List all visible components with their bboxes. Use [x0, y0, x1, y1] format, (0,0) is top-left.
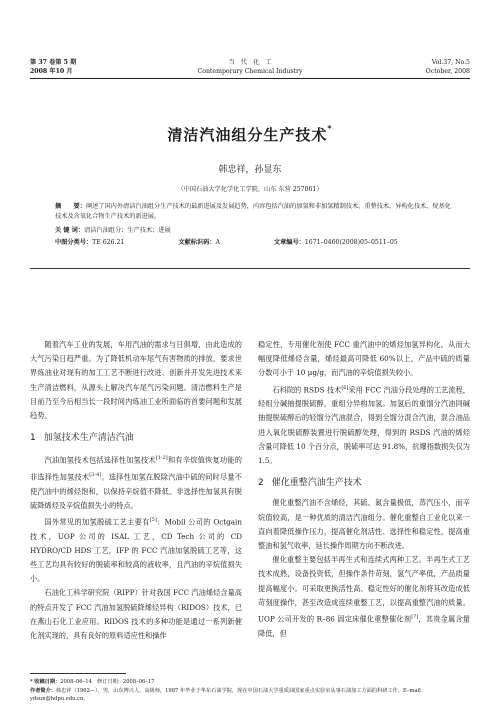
journal-issue-info — [30, 58, 76, 76]
body-column-right — [258, 338, 470, 641]
doc-code-label: 文献标识码： — [178, 239, 216, 246]
abstract — [55, 202, 455, 222]
citation: [1-2] — [155, 455, 168, 462]
footnote-rule — [30, 673, 126, 674]
citation: [6] — [341, 384, 349, 391]
citation: [3-4] — [89, 472, 102, 479]
journal-name — [150, 58, 350, 76]
section-title: 催化重整汽油生产技术 — [271, 478, 362, 489]
abstract-text: 阐述了国内外清洁汽油组分生产技术的最新进展及发展趋势，内容包括汽油的加氢和非加氢精制技术、重整技术、异构化技术、烷基化技术及含氧化合物生产技术的新进展。 — [55, 203, 451, 220]
volume-issue: 第 37 卷第 5 期 — [30, 59, 77, 66]
doc-code-value: A — [215, 239, 220, 246]
article-number-value: 1671–0460(2008)05–0511–05 — [304, 239, 398, 246]
classification-line — [55, 238, 455, 248]
body-paragraph: 石油化工科学研究院（RIPP）针对我国 FCC 汽油烯烃含量高的特点开发了 FCC 汽油加氢脱硫降烯烃异构（RIDOS）技术，已在燕山石化工业应用。RIDOS 技术的多种功能是通过一系列新催化剂实现的，具有良好的原料适应性和操作 — [30, 588, 242, 641]
article-title — [0, 124, 500, 145]
volume-issue-en: Vol.37, No.5 — [431, 59, 470, 66]
received-date-line: * 收稿日期：2008–06–14 修订日期：2008–06–17 — [30, 679, 155, 685]
text-run: 和有辛烷值恢复功能的非选择性加氢技术 — [30, 455, 242, 482]
body-paragraph — [258, 381, 470, 469]
text-run: ：Mobil 公司的 Octgain 技术，UOP 公司的 ISAL 工艺，CD Tech 公司的 CD HYDRO/CD HDS 工艺，IFP 的 FCC 汽油加氢脱硫工艺等，这些工艺均具有较好的脱硫率和较高的液收率，且汽油的辛烷值损失小。 — [30, 517, 242, 584]
author-bio-line — [30, 687, 470, 704]
body-paragraph: 稳定性，专用催化剂使 FCC 重汽油中的烯烃加氢异构化，从而大幅度降低烯烃含量，烯烃最高可降低 60%以上，产品中硫的质量分数可小于 10 μg/g，而汽油的辛烷值损失较小。 — [258, 340, 470, 378]
keywords — [55, 226, 455, 236]
text-run: ，其贵金属含量降低，但 — [258, 614, 470, 638]
issue-date-en: October, 2008 — [425, 68, 470, 75]
article-number-label: 文章编号： — [273, 239, 305, 246]
author-bio-text: 韩忠祥（1962—），男，山东博兴人，高级师，1987 年毕业于华东石油学院，现在中国石油大学重质油国家重点实验室从事石油加工方面的科研工作。E–mail：ydsun@hdpu.edu.cn。 — [30, 687, 426, 702]
clc-label: 中图分类号： — [55, 239, 93, 246]
title-footnote-mark: * — [327, 124, 333, 133]
clc-value: TE 626.21 — [92, 239, 125, 246]
abstract-label: 摘 要： — [55, 203, 86, 210]
section-heading-2 — [258, 476, 470, 490]
text-run: 汽油加氢技术包括选择性加氢技术 — [44, 455, 156, 465]
text-run: 。选择性加氢在脱除汽油中硫的同时尽量不使汽油中的烯烃饱和，以保持辛烷值不降低。非选择性加氢具有脱硫降烯烃及辛烷值损失小的特点。 — [30, 472, 242, 510]
section-title: 加氢技术生产清洁汽油 — [43, 433, 134, 444]
abstract-rule — [30, 268, 470, 269]
text-run: 采用 FCC 汽油分段处理的工艺流程，轻组分碱抽提脱硫醇，重组分异构加氢。加氢后的重馏分汽油同碱抽提脱硫醇后的轻馏分汽油混合，得到全馏分混合汽油，混合油品进入氧化脱硫醇装置进行脱硫醇处理，得到的 RSDS 汽油的烯烃含量可降低 10 个百分点，脱硫率可达 91.8%，抗爆指数损失仅为 1.5。 — [258, 385, 470, 466]
article-title-text: 清洁汽油组分生产技术 — [167, 126, 328, 144]
keywords-label: 关 键 词： — [55, 227, 85, 234]
body-paragraph: 催化重整汽油不含烯烃，其硫、氮含量极低，蒸汽压小，而辛烷值较高，是一种优质的清洁汽油组分。催化重整自工业化以来一直向着降低操作压力，提高催化剂活性、选择性和稳定性，提高重整油和氢气收率，延长操作周期方向不断改进。 — [258, 498, 470, 551]
footnote — [30, 678, 470, 704]
body-paragraph — [30, 513, 242, 586]
body-paragraph — [258, 553, 470, 641]
text-run: 国外常见的加氢脱硫工艺主要有 — [44, 517, 150, 527]
body-column-left — [30, 338, 242, 643]
journal-name-en: Contemporary Chemical Industry — [197, 68, 303, 75]
intro-paragraph: 随着汽车工业的发展，车用汽油的需求与日俱增，由此造成的大气污染日趋严重。为了降低机动车尾气有害物质的排放，要求世界炼油业对现有的加工工艺不断进行改进、创新并开发先进技术来生产清洁燃料，从源头上解决汽车尾气污染问题。清洁燃料生产是目前乃至今后相当长一段时间内炼油工业所面临的首要问题和发展趋势。 — [30, 340, 242, 421]
author-bio-label: 作者简介： — [30, 687, 56, 694]
section-heading-1 — [30, 431, 242, 445]
received-dates: 2008–06–14 修订日期：2008–06–17 — [60, 679, 155, 685]
affiliation: （中国石油大学化学化工学院，山东 东营 257061） — [177, 186, 323, 193]
keywords-text: 清洁汽油组分；生产技术；进展 — [84, 227, 171, 234]
citation: [5] — [149, 517, 157, 524]
journal-issue-info-en — [426, 58, 470, 76]
body-paragraph — [30, 451, 242, 513]
issue-date: 2008 年10 月 — [30, 68, 73, 75]
citation: [7] — [411, 614, 419, 621]
received-label: 收稿日期： — [34, 679, 61, 685]
text-run: 催化重整主要包括半再生式和连续式两种工艺。半再生式工艺技术成熟，设备投资低，但操作条件苛刻，氢气产率低，产品质量提高幅度小。可采取更换活性高、稳定性好的催化剂将其改造成低苛刻度操作，甚至改造成连续重整工艺，以提高重整汽油的质量。UOP 公司开发的 R–86 固定床催化重整催化剂 — [258, 555, 470, 624]
authors: 韩忠祥，孙显东 — [218, 165, 282, 175]
header-rule — [30, 78, 470, 79]
journal-name-cn: 当 代 化 工 — [228, 59, 272, 66]
section-number: 1 — [30, 433, 36, 444]
section-number: 2 — [258, 478, 264, 489]
text-run: 石科院的 RSDS 技术 — [272, 385, 342, 394]
